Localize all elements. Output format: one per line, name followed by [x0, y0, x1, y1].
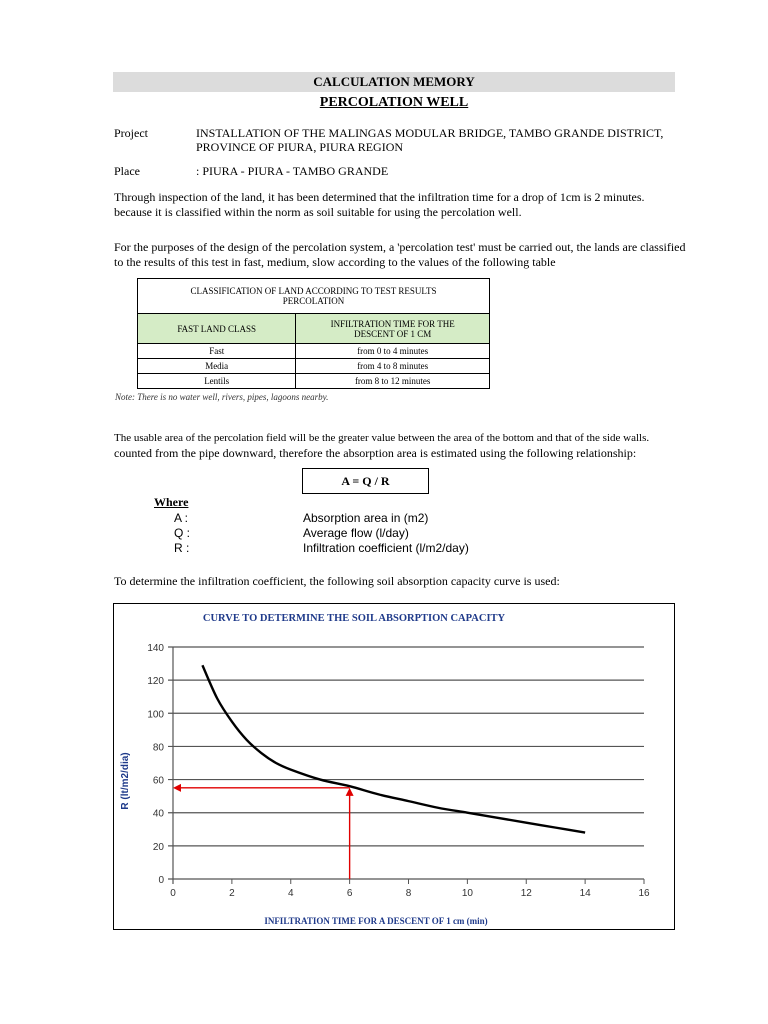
table-header-time-line2: DESCENT OF 1 CM [354, 328, 432, 339]
chart-title: CURVE TO DETERMINE THE SOIL ABSORPTION CAPACITY [202, 613, 506, 624]
where-desc-q: Average flow (l/day) [303, 526, 409, 540]
chart-x-tick-label: 16 [638, 888, 650, 899]
chart-x-tick-label: 14 [579, 888, 591, 899]
paragraph-design-1: For the purposes of the design of the percolation system, a 'percolation test' must be carried out, the lands are classified [114, 240, 686, 254]
table-title-line1: CLASSIFICATION OF LAND ACCORDING TO TEST RESULTS [190, 286, 437, 296]
table-header-class: FAST LAND CLASS [138, 314, 296, 344]
project-label: Project [114, 126, 148, 140]
marker-up-arrowhead [346, 788, 354, 796]
paragraph-inspection-1: Through inspection of the land, it has been determined that the infiltration time for a drop of 1cm is 2 minutes. [114, 190, 645, 204]
table-header-time-line1: INFILTRATION TIME FOR THE [330, 318, 455, 329]
chart-x-tick-label: 0 [170, 888, 176, 899]
table-row [138, 344, 490, 359]
document-subtitle: PERCOLATION WELL [319, 95, 469, 110]
chart-y-tick-label: 20 [152, 841, 164, 853]
document-title: CALCULATION MEMORY [313, 74, 475, 89]
table-cell-class: Lentils [138, 374, 296, 389]
formula-box: A = Q / R [302, 468, 429, 494]
chart-y-tick-label: 140 [147, 643, 164, 654]
paragraph-design-2: to the results of this test in fast, medium, slow according to the values of the following table [114, 255, 556, 269]
where-symbol-r: R : [174, 541, 190, 555]
table-cell-class: Media [138, 359, 296, 374]
place-label: Place [114, 164, 140, 178]
paragraph-usable-area-1: The usable area of the percolation field will be the greater value between the area of the bottom and that of the side walls. [114, 432, 650, 444]
where-desc-a: Absorption area in (m2) [303, 511, 429, 525]
table-title-line2: PERCOLATION [282, 296, 345, 306]
chart-y-tick-label: 120 [147, 676, 164, 688]
chart-x-axis-label: INFILTRATION TIME FOR A DESCENT OF 1 cm (min) [264, 916, 488, 926]
chart-y-tick-label: 80 [152, 742, 164, 754]
chart-x-tick-label: 4 [287, 888, 294, 899]
chart-x-tick-label: 2 [229, 888, 235, 899]
chart-y-tick-label: 0 [158, 875, 164, 886]
chart-y-tick-label: 60 [152, 775, 164, 787]
where-desc-r: Infiltration coefficient (l/m2/day) [303, 541, 469, 555]
absorption-chart [113, 603, 675, 930]
place-value: : PIURA - PIURA - TAMBO GRANDE [196, 164, 389, 178]
paragraph-inspection-2: because it is classified within the norm as soil suitable for using the percolation well. [114, 205, 522, 219]
project-value-line2: PROVINCE OF PIURA, PIURA REGION [196, 140, 404, 154]
table-note: Note: There is no water well, rivers, pipes, lagoons nearby. [115, 392, 329, 402]
table-header-time [296, 314, 490, 344]
project-value-line1: INSTALLATION OF THE MALINGAS MODULAR BRIDGE, TAMBO GRANDE DISTRICT, [196, 126, 664, 140]
marker-left-arrowhead [173, 784, 181, 792]
table-cell-class: Fast [138, 344, 296, 359]
chart-x-tick-label: 8 [405, 888, 412, 899]
chart-y-tick-label: 40 [152, 808, 164, 820]
table-cell-time: from 0 to 4 minutes [296, 344, 490, 359]
table-row [138, 374, 490, 389]
classification-table [137, 278, 490, 389]
table-cell-time: from 8 to 12 minutes [296, 374, 490, 389]
paragraph-curve-intro: To determine the infiltration coefficient, the following soil absorption capacity curve is used: [114, 574, 560, 588]
table-row [138, 359, 490, 374]
chart-y-tick-label: 100 [147, 709, 164, 721]
table-cell-time: from 4 to 8 minutes [296, 359, 490, 374]
where-symbol-q: Q : [174, 526, 191, 540]
chart-x-tick-label: 6 [346, 888, 353, 899]
paragraph-usable-area-2: counted from the pipe downward, therefore the absorption area is estimated using the following relationship: [114, 446, 637, 460]
chart-y-axis-label: R (lt/m2/dia) [120, 752, 131, 810]
absorption-curve-line [202, 665, 585, 832]
chart-x-tick-label: 10 [461, 888, 473, 899]
where-symbol-a: A : [174, 511, 189, 525]
chart-x-tick-label: 12 [520, 888, 532, 899]
where-label: Where [154, 495, 189, 509]
table-title [138, 279, 490, 314]
